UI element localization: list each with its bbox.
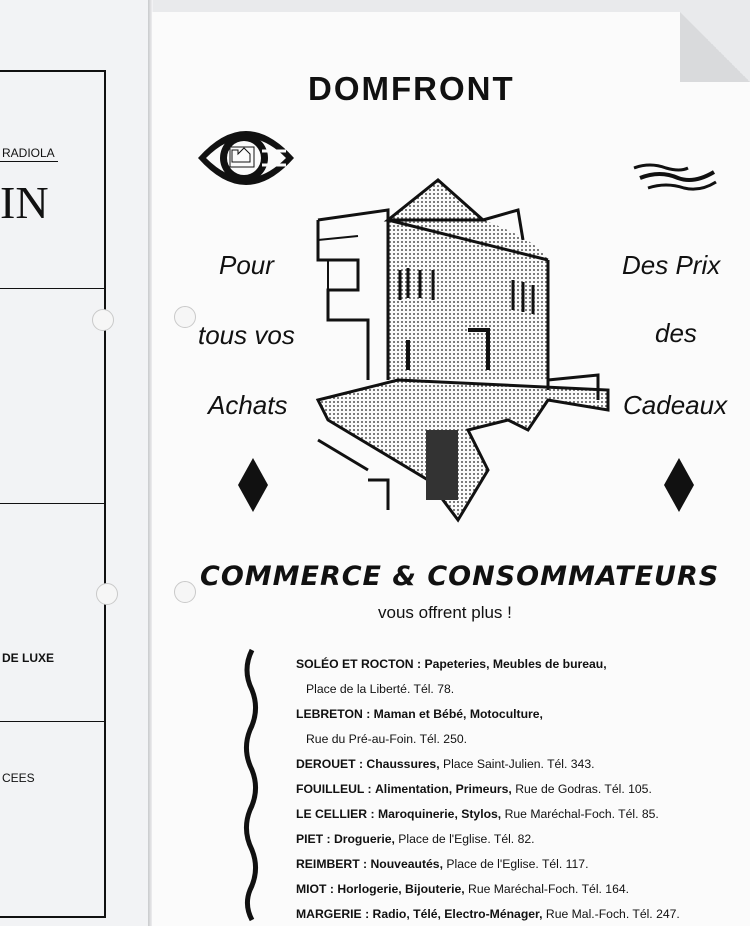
punch-hole <box>174 581 196 603</box>
punch-hole <box>96 583 118 605</box>
shop-address: Place de l'Eglise. Tél. 82. <box>398 832 535 846</box>
shop-category: Alimentation, Primeurs, <box>375 782 512 796</box>
left-page-text-deluxe: DE LUXE <box>2 651 55 665</box>
shop-address: Rue de Godras. Tél. 105. <box>515 782 652 796</box>
punch-hole <box>92 309 114 331</box>
shop-address: Rue Maréchal-Foch. Tél. 85. <box>504 807 659 821</box>
shop-category: Droguerie, <box>333 832 395 846</box>
shop-line <box>296 902 746 926</box>
shop-address: Rue du Pré-au-Foin. Tél. 250. <box>306 732 468 746</box>
slogan-left-line: Pour <box>219 250 274 280</box>
left-page <box>0 0 150 926</box>
folded-corner <box>680 12 750 82</box>
tagline: vous offrent plus ! <box>378 603 512 622</box>
wave-lines-icon <box>630 160 720 196</box>
diamond-icon <box>664 458 694 512</box>
shop-line <box>296 827 746 852</box>
shop-category: Nouveautés, <box>370 857 443 871</box>
shop-list <box>296 652 746 926</box>
left-page-rule <box>0 288 104 289</box>
slogan-right-line: Des Prix <box>622 250 721 280</box>
left-page-underline <box>0 161 58 162</box>
shop-name: PIET : <box>296 832 331 846</box>
left-page-text-in: IN <box>0 180 49 226</box>
shop-category: Horlogerie, Bijouterie, <box>337 882 465 896</box>
shop-line <box>296 677 746 702</box>
left-page-text-radiola: RADIOLA <box>2 146 55 160</box>
shop-name: DEROUET : <box>296 757 364 771</box>
shop-name: LE CELLIER : <box>296 807 375 821</box>
shop-name: MARGERIE : <box>296 907 370 921</box>
shop-line <box>296 852 746 877</box>
shop-address: Place de l'Eglise. Tél. 117. <box>446 857 589 871</box>
shop-line <box>296 752 746 777</box>
slogan-left-line: tous vos <box>198 320 295 350</box>
left-page-rule <box>0 721 104 722</box>
shop-name: FOUILLEUL : <box>296 782 372 796</box>
shop-name: SOLÉO ET ROCTON : <box>296 657 422 671</box>
shop-name: LEBRETON : <box>296 707 371 721</box>
left-page-rule <box>0 503 104 504</box>
shop-category: Papeteries, Meubles de bureau, <box>424 657 607 671</box>
shop-line <box>296 652 746 677</box>
wavy-bracket-icon <box>240 650 260 920</box>
shop-address: Rue Maréchal-Foch. Tél. 164. <box>468 882 630 896</box>
shop-name: MIOT : <box>296 882 334 896</box>
shop-address: Place Saint-Julien. Tél. 343. <box>442 757 595 771</box>
slogan-right-line: Cadeaux <box>623 390 728 420</box>
shop-category: Maman et Bébé, Motoculture, <box>373 707 543 721</box>
slogan-right-line: des <box>655 318 697 348</box>
shop-name: REIMBERT : <box>296 857 368 871</box>
castle-tower-illustration <box>308 180 608 540</box>
slogan-left-line: Achats <box>208 390 288 420</box>
cc-eye-logo-icon <box>196 118 296 198</box>
shop-line <box>296 877 746 902</box>
left-page-text-cees: CEES <box>2 771 35 785</box>
shop-address: Rue Mal.-Foch. Tél. 247. <box>545 907 680 921</box>
punch-hole <box>174 306 196 328</box>
shop-category: Maroquinerie, Stylos, <box>377 807 502 821</box>
shop-category: Radio, Télé, Electro-Ménager, <box>372 907 543 921</box>
page-title: DOMFRONT <box>308 70 515 107</box>
shop-line <box>296 702 746 727</box>
diamond-icon <box>238 458 268 512</box>
shop-line <box>296 777 746 802</box>
shop-line <box>296 727 746 752</box>
organization-name: COMMERCE & CONSOMMATEURS <box>200 561 720 592</box>
shop-category: Chaussures, <box>366 757 440 771</box>
shop-address: Place de la Liberté. Tél. 78. <box>306 682 455 696</box>
shop-line <box>296 802 746 827</box>
